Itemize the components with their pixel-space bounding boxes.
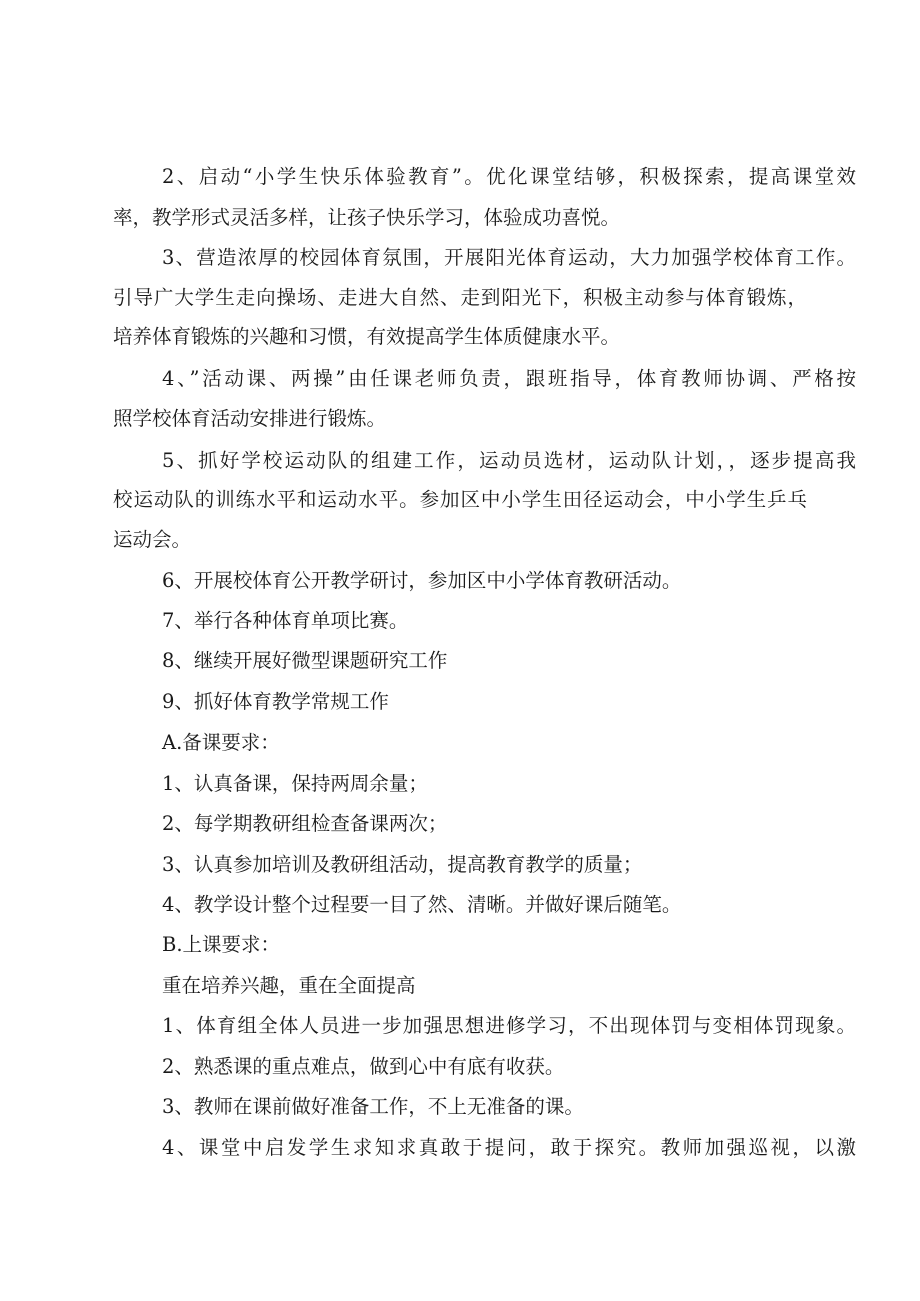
- text-line: 率，教学形式灵活多样，让孩子快乐学习，体验成功喜悦。: [113, 206, 621, 229]
- text-line: 2、启动“小学生快乐体验教育”。优化课堂结够，积极探索，提高课堂效: [162, 165, 856, 188]
- text-line: 3、营造浓厚的校园体育氛围，开展阳光体育运动，大力加强学校体育工作。: [162, 246, 856, 269]
- text-line: 照学校体育活动安排进行锻炼。: [113, 407, 387, 430]
- text-line: 5、抓好学校运动队的组建工作，运动员选材，运动队计划，，逐步提高我: [162, 449, 856, 472]
- text-line: 1、体育组全体人员进一步加强思想进修学习，不出现体罚与变相体罚现象。: [162, 1014, 856, 1037]
- text-line: 8、继续开展好微型课题研究工作: [162, 649, 448, 672]
- text-line: 2、熟悉课的重点难点，做到心中有底有收获。: [162, 1055, 565, 1078]
- text-line: 9、抓好体育教学常规工作: [162, 690, 389, 713]
- text-line: 4、教学设计整个过程要一目了然、清晰。并做好课后随笔。: [162, 893, 682, 916]
- text-line: 重在培养兴趣，重在全面提高: [162, 974, 416, 997]
- text-line: 校运动队的训练水平和运动水平。参加区中小学生田径运动会，中小学生乒乓: [113, 488, 807, 511]
- section-heading: B.上课要求：: [162, 933, 281, 956]
- text-line: 运动会。: [113, 528, 192, 551]
- section-heading: A.备课要求：: [162, 731, 280, 754]
- text-line: 3、认真参加培训及教研组活动，提高教育教学的质量；: [162, 853, 643, 876]
- text-line: 引导广大学生走向操场、走进大自然、走到阳光下，积极主动参与体育锻炼，: [113, 286, 807, 309]
- text-line: 7、举行各种体育单项比赛。: [162, 609, 409, 632]
- text-line: 3、教师在课前做好准备工作，不上无准备的课。: [162, 1095, 584, 1118]
- text-line: 4、”活动课、两操”由任课老师负责，跟班指导，体育教师协调、严格按: [162, 367, 856, 390]
- text-line: 4、课堂中启发学生求知求真敢于提问，敢于探究。教师加强巡视，以激: [162, 1136, 856, 1159]
- text-line: 6、开展校体育公开教学研讨，参加区中小学体育教研活动。: [162, 569, 682, 592]
- text-line: 2、每学期教研组检查备课两次；: [162, 812, 448, 835]
- text-line: 1、认真备课，保持两周余量；: [162, 772, 428, 795]
- text-line: 培养体育锻炼的兴趣和习惯，有效提高学生体质健康水平。: [113, 325, 621, 348]
